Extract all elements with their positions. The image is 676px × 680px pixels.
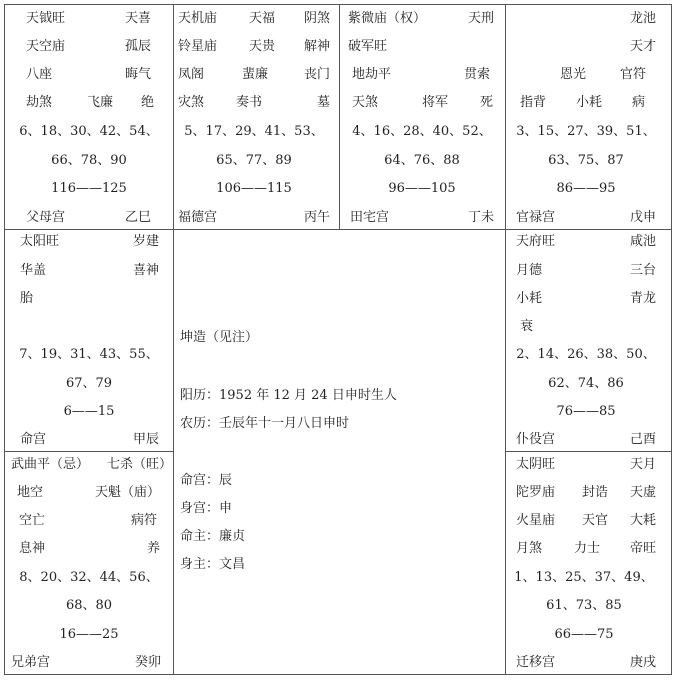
- border-right: [671, 4, 672, 675]
- decade-range: 16——25: [59, 627, 119, 642]
- star: 贯索: [464, 67, 491, 82]
- star: 绝: [141, 95, 155, 110]
- star: 息神: [19, 541, 46, 556]
- ganzhi: 丙午: [304, 210, 331, 225]
- decade-range: 76——85: [556, 404, 616, 419]
- border-bottom: [4, 674, 672, 675]
- star: 地空: [17, 485, 44, 500]
- age-range: 1、13、25、37、49、: [514, 570, 654, 585]
- palace-cell-chen: [5, 230, 173, 451]
- decade-range: 6——15: [63, 404, 115, 419]
- star: 喜神: [133, 263, 160, 278]
- star: 飞廉: [87, 95, 114, 110]
- star: 铃星庙: [178, 39, 218, 54]
- star: 八座: [26, 67, 53, 82]
- age-range: 3、15、27、39、51、: [516, 124, 656, 139]
- palace-cell-you: [506, 230, 671, 451]
- star: 天喜: [125, 11, 152, 26]
- star: 天月: [630, 457, 657, 472]
- decade-range: 86——95: [556, 181, 616, 196]
- star: 三台: [630, 263, 657, 278]
- palace-cell-wei: [340, 5, 505, 229]
- palace-cell-wu: [174, 5, 339, 229]
- ganzhi: 戊申: [630, 210, 657, 225]
- star: 封诰: [582, 485, 609, 500]
- age-range: 6、18、30、42、54、: [19, 124, 159, 139]
- ganzhi: 乙巳: [125, 210, 152, 225]
- star: 七杀（旺）: [107, 457, 173, 472]
- palace-name: 官禄宫: [516, 210, 556, 225]
- star: 丧门: [304, 67, 331, 82]
- star: 恩光: [560, 67, 587, 82]
- age-range: 7、19、31、43、55、: [19, 347, 159, 362]
- star: 青龙: [630, 291, 657, 306]
- age-range: 65、77、89: [216, 153, 292, 168]
- star: 天虚: [630, 485, 657, 500]
- star: 陀罗庙: [516, 485, 556, 500]
- star: 奏书: [236, 95, 263, 110]
- star: 天才: [630, 39, 657, 54]
- star: 帝旺: [630, 541, 657, 556]
- shen-gong: 身宫：申: [180, 501, 233, 516]
- star: 大耗: [630, 513, 657, 528]
- star: 龙池: [630, 11, 657, 26]
- decade-range: 106——115: [216, 181, 292, 196]
- star: 岁建: [133, 234, 160, 249]
- star: 衰: [520, 319, 534, 334]
- star: 火星庙: [516, 513, 556, 528]
- star: 地劫平: [352, 67, 392, 82]
- star: 病符: [131, 513, 158, 528]
- star: 华盖: [20, 263, 47, 278]
- star: 咸池: [630, 234, 657, 249]
- decade-range: 66——75: [554, 627, 614, 642]
- palace-name: 仆役宫: [516, 432, 556, 447]
- age-range: 63、75、87: [548, 153, 624, 168]
- star: 解神: [304, 39, 331, 54]
- age-range: 66、78、90: [51, 153, 127, 168]
- star: 胎: [20, 291, 34, 306]
- age-range: 4、16、28、40、52、: [352, 124, 492, 139]
- star: 小耗: [576, 95, 603, 110]
- palace-cell-mao: [5, 452, 173, 674]
- star: 小耗: [516, 291, 543, 306]
- star: 天空庙: [26, 39, 66, 54]
- palace-name: 兄弟宫: [11, 655, 51, 670]
- decade-range: 116——125: [51, 181, 127, 196]
- palace-name: 福德宫: [178, 210, 218, 225]
- star: 凤阁: [178, 67, 205, 82]
- ganzhi: 己酉: [630, 432, 657, 447]
- star: 天煞: [352, 95, 379, 110]
- age-range: 67、79: [65, 376, 113, 391]
- shen-zhu: 身主：文昌: [180, 557, 246, 572]
- center-info: [174, 230, 505, 674]
- star: 劫煞: [26, 95, 53, 110]
- decade-range: 96——105: [388, 181, 456, 196]
- star: 太阳旺: [20, 234, 60, 249]
- star: 天贵: [249, 39, 276, 54]
- star: 天福: [249, 11, 276, 26]
- star: 灾煞: [178, 95, 205, 110]
- star: 指背: [520, 95, 547, 110]
- star: 天钺旺: [26, 11, 66, 26]
- ganzhi: 甲辰: [133, 432, 160, 447]
- star: 空亡: [19, 513, 46, 528]
- star: 天刑: [468, 11, 495, 26]
- star: 蜚廉: [242, 67, 269, 82]
- star: 阴煞: [304, 11, 331, 26]
- ming-gong: 命宫：辰: [180, 473, 233, 488]
- star: 武曲平（忌）: [11, 457, 90, 472]
- star: 官符: [620, 67, 647, 82]
- ming-zhu: 命主：廉贞: [180, 529, 246, 544]
- star: 墓: [317, 95, 331, 110]
- star: 力士: [574, 541, 601, 556]
- age-range: 64、76、88: [384, 153, 460, 168]
- star: 太阴旺: [516, 457, 556, 472]
- star: 天魁（庙）: [95, 485, 161, 500]
- lunar-birth-date: 农历：壬辰年十一月八日申时: [180, 416, 350, 431]
- palace-cell-xu: [506, 452, 671, 674]
- palace-cell-si: [5, 5, 173, 229]
- age-range: 62、74、86: [548, 376, 624, 391]
- palace-name: 田宅宫: [350, 210, 390, 225]
- star: 天官: [582, 513, 609, 528]
- ganzhi: 丁未: [468, 210, 495, 225]
- ganzhi: 癸卯: [135, 655, 162, 670]
- star: 将军: [422, 95, 449, 110]
- star: 天府旺: [516, 234, 556, 249]
- star: 月德: [516, 263, 543, 278]
- star: 病: [632, 95, 646, 110]
- star: 天机庙: [178, 11, 218, 26]
- ganzhi: 庚戌: [630, 655, 657, 670]
- star: 孤辰: [125, 39, 152, 54]
- palace-name: 命宫: [20, 432, 47, 447]
- star: 晦气: [125, 67, 152, 82]
- age-range: 5、17、29、41、53、: [184, 124, 324, 139]
- age-range: 61、73、85: [546, 598, 622, 613]
- chart-title: 坤造（见注）: [180, 330, 259, 345]
- age-range: 2、14、26、38、50、: [516, 347, 656, 362]
- star: 月煞: [516, 541, 543, 556]
- palace-name: 父母宫: [26, 210, 66, 225]
- star: 破军旺: [348, 39, 388, 54]
- star: 养: [147, 541, 161, 556]
- solar-birth-date: 阳历：1952 年 12 月 24 日申时生人: [180, 388, 397, 403]
- palace-cell-shen: [506, 5, 671, 229]
- age-range: 8、20、32、44、56、: [19, 570, 159, 585]
- palace-name: 迁移宫: [516, 655, 556, 670]
- age-range: 68、80: [65, 598, 113, 613]
- star: 紫微庙（权）: [348, 11, 427, 26]
- star: 死: [480, 95, 494, 110]
